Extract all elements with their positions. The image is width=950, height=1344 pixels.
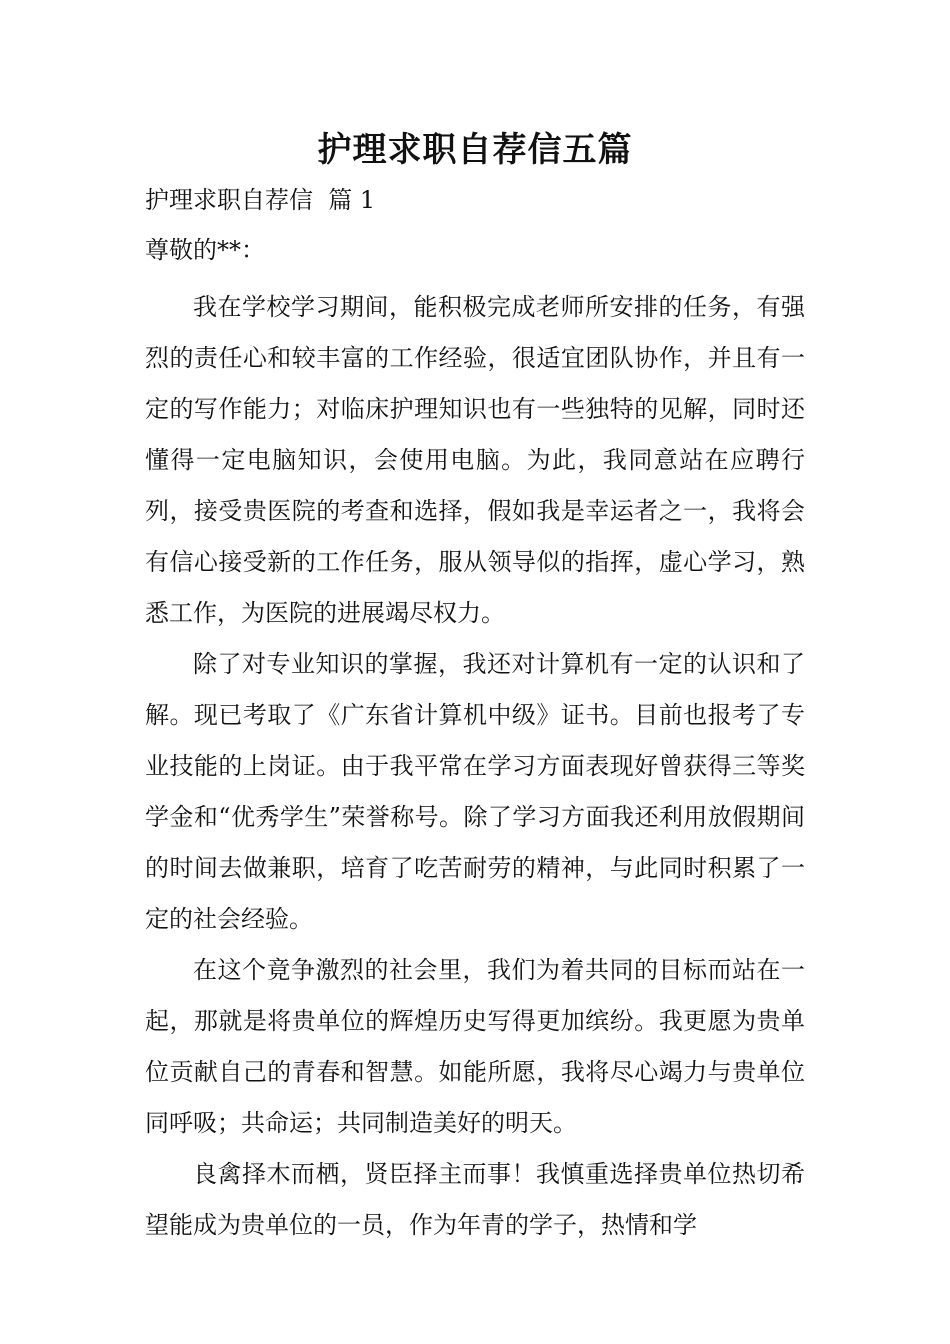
body-paragraph: 良禽择木而栖，贤臣择主而事！我慎重选择贵单位热切希望能成为贵单位的一员，作为年青的学子，热情和学 [145,1160,805,1239]
salutation: 尊敬的**： [145,236,265,264]
body-paragraph: 我在学校学习期间，能积极完成老师所安排的任务，有强烈的责任心和较丰富的工作经验，很适宜团队协作，并且有一定的写作能力；对临床护理知识也有一些独特的见解，同时还懂得一定电脑知识，会使用电脑。为此，我同意站在应聘行列，接受贵医院的考查和选择，假如我是幸运者之一，我将会有信心接受新的工作任务，服从领导似的指挥，虚心学习，熟悉工作，为医院的进展竭尽权力。 [145,293,805,627]
letter-subheading: 护理求职自荐信 篇 1 [145,186,376,214]
letter-body [145,282,805,1251]
document-title: 护理求职自荐信五篇 [317,130,633,170]
body-paragraph: 除了对专业知识的掌握，我还对计算机有一定的认识和了解。现已考取了《广东省计算机中级》证书。目前也报考了专业技能的上岗证。由于我平常在学习方面表现好曾获得三等奖学金和“优秀学生”荣誉称号。除了学习方面我还利用放假期间的时间去做兼职，培育了吃苦耐劳的精神，与此同时积累了一定的社会经验。 [145,650,805,933]
body-paragraph: 在这个竟争激烈的社会里，我们为着共同的目标而站在一起，那就是将贵单位的辉煌历史写得更加缤纷。我更愿为贵单位贡献自己的青春和智慧。如能所愿，我将尽心竭力与贵单位同呼吸；共命运；共同制造美好的明天。 [145,956,805,1137]
